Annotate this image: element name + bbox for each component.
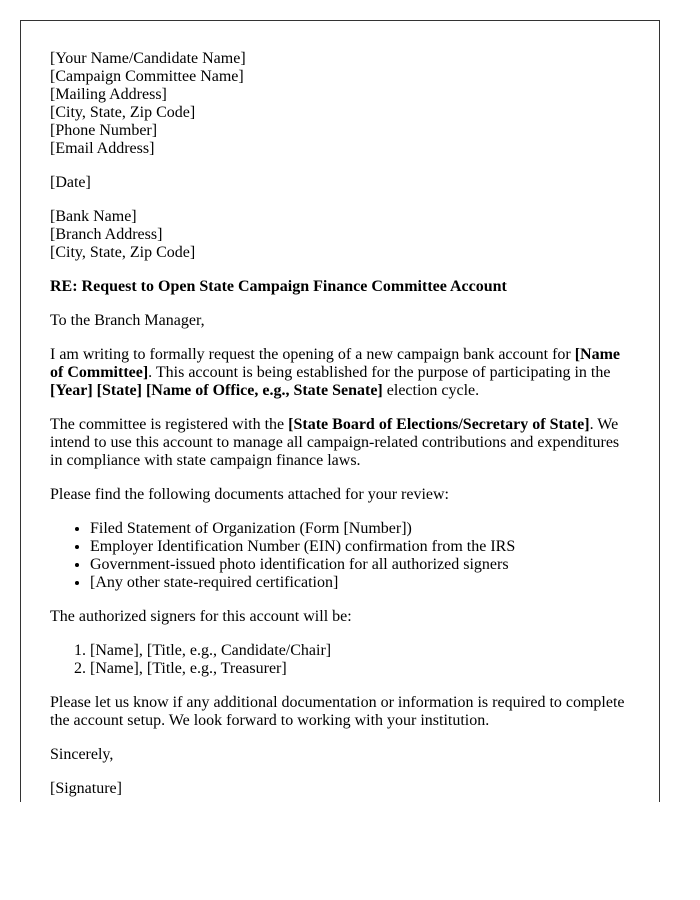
letter-page [20,20,660,802]
paragraph-text: election cycle. [382,382,480,399]
documents-list [50,520,630,592]
registration-authority-placeholder: [State Board of Elections/Secretary of State] [288,416,590,433]
recipient-bank-name: [Bank Name] [50,208,137,225]
sender-committee: [Campaign Committee Name] [50,68,244,85]
documents-intro: Please find the following documents attached for your review: [50,486,449,503]
recipient-block [50,208,630,262]
list-item: 2. [Name], [Title, e.g., Treasurer] [90,660,630,678]
paragraph-text: I am writing to formally request the opening of a new campaign bank account for [50,346,575,363]
sender-email: [Email Address] [50,140,155,157]
list-item: • [Any other state-required certification] [90,574,630,592]
closing-paragraph: Please let us know if any additional documentation or information is required to complete the account setup. We look forward to working with your institution. [50,694,625,729]
sender-phone: [Phone Number] [50,122,158,139]
recipient-city-state-zip: [City, State, Zip Code] [50,244,196,261]
paragraph-request [50,346,630,400]
signature: [Signature] [50,780,122,797]
paragraph-text: . We intend to use this account to manage all campaign-related contributions and expenditures in compliance with state campaign finance laws. [50,416,620,469]
sender-name: [Your Name/Candidate Name] [50,50,246,67]
list-item: 1. [Name], [Title, e.g., Candidate/Chair] [90,642,630,660]
signers-intro: The authorized signers for this account will be: [50,608,352,625]
election-placeholder: [Year] [State] [Name of Office, e.g., State Senate] [50,382,383,399]
subject-line: RE: Request to Open State Campaign Finance Committee Account [50,278,507,295]
committee-name-placeholder: [Name of Committee] [50,346,621,381]
signers-list [50,642,630,678]
list-item: • Employer Identification Number (EIN) confirmation from the IRS [90,538,630,556]
date-line: [Date] [50,174,91,191]
paragraph-registration [50,416,630,470]
paragraph-text: . This account is being established for the purpose of participating in the [148,364,611,381]
sender-block [50,50,630,158]
salutation: To the Branch Manager, [50,312,205,329]
recipient-branch-address: [Branch Address] [50,226,163,243]
list-item: • Filed Statement of Organization (Form [Number]) [90,520,630,538]
closing: Sincerely, [50,746,114,763]
paragraph-text: The committee is registered with the [50,416,289,433]
list-item: • Government-issued photo identification for all authorized signers [90,556,630,574]
sender-mailing-address: [Mailing Address] [50,86,167,103]
sender-city-state-zip: [City, State, Zip Code] [50,104,196,121]
